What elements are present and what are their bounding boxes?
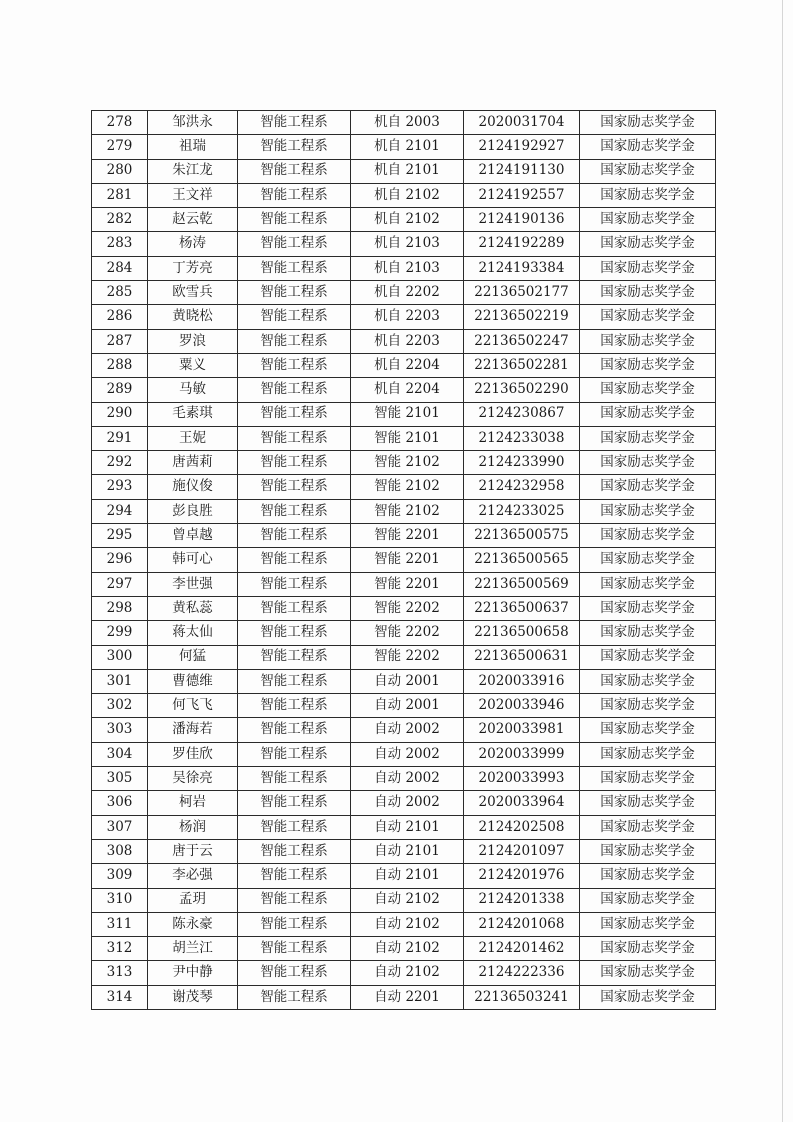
department-cell: 智能工程系 [238,426,351,450]
class-cell: 机自 2103 [351,256,464,280]
table-row [92,353,716,377]
award-cell: 国家励志奖学金 [580,451,716,475]
class-cell: 智能 2202 [351,621,464,645]
student-id-cell: 2124201097 [464,839,580,863]
student-id-cell: 2124193384 [464,256,580,280]
award-cell: 国家励志奖学金 [580,572,716,596]
student-id-cell: 2124232958 [464,475,580,499]
student-name-cell: 粟义 [148,353,238,377]
department-cell: 智能工程系 [238,596,351,620]
student-name-cell: 潘海若 [148,718,238,742]
department-cell: 智能工程系 [238,742,351,766]
student-id-cell: 2020031704 [464,111,580,135]
row-index-cell: 302 [92,694,148,718]
table-row [92,499,716,523]
award-cell: 国家励志奖学金 [580,767,716,791]
department-cell: 智能工程系 [238,159,351,183]
student-id-cell: 22136502219 [464,305,580,329]
row-index-cell: 281 [92,183,148,207]
row-index-cell: 295 [92,524,148,548]
table-row [92,912,716,936]
student-id-cell: 2124201338 [464,888,580,912]
award-cell: 国家励志奖学金 [580,864,716,888]
student-id-cell: 2020033964 [464,791,580,815]
row-index-cell: 278 [92,111,148,135]
class-cell: 智能 2102 [351,499,464,523]
award-cell: 国家励志奖学金 [580,426,716,450]
department-cell: 智能工程系 [238,694,351,718]
student-id-cell: 2020033993 [464,767,580,791]
table-row [92,742,716,766]
student-name-cell: 唐于云 [148,839,238,863]
class-cell: 自动 2101 [351,815,464,839]
row-index-cell: 286 [92,305,148,329]
student-name-cell: 朱江龙 [148,159,238,183]
table-row [92,888,716,912]
table-row [92,985,716,1009]
student-name-cell: 杨润 [148,815,238,839]
award-cell: 国家励志奖学金 [580,159,716,183]
student-id-cell: 22136500565 [464,548,580,572]
student-id-cell: 2124192927 [464,135,580,159]
award-cell: 国家励志奖学金 [580,499,716,523]
student-id-cell: 22136502177 [464,281,580,305]
award-cell: 国家励志奖学金 [580,353,716,377]
department-cell: 智能工程系 [238,767,351,791]
row-index-cell: 306 [92,791,148,815]
department-cell: 智能工程系 [238,912,351,936]
table-row [92,475,716,499]
table-row [92,111,716,135]
award-cell: 国家励志奖学金 [580,937,716,961]
department-cell: 智能工程系 [238,499,351,523]
student-name-cell: 邹洪永 [148,111,238,135]
award-cell: 国家励志奖学金 [580,815,716,839]
department-cell: 智能工程系 [238,353,351,377]
class-cell: 机自 2202 [351,281,464,305]
row-index-cell: 296 [92,548,148,572]
department-cell: 智能工程系 [238,256,351,280]
student-name-cell: 黄私蕊 [148,596,238,620]
table-row [92,183,716,207]
row-index-cell: 313 [92,961,148,985]
award-cell: 国家励志奖学金 [580,596,716,620]
class-cell: 自动 2002 [351,742,464,766]
row-index-cell: 298 [92,596,148,620]
table-row [92,524,716,548]
department-cell: 智能工程系 [238,183,351,207]
row-index-cell: 288 [92,353,148,377]
department-cell: 智能工程系 [238,208,351,232]
class-cell: 自动 2001 [351,669,464,693]
department-cell: 智能工程系 [238,864,351,888]
award-cell: 国家励志奖学金 [580,669,716,693]
class-cell: 机自 2102 [351,208,464,232]
table-row [92,402,716,426]
student-id-cell: 2124201462 [464,937,580,961]
table-row [92,937,716,961]
student-name-cell: 胡兰江 [148,937,238,961]
student-id-cell: 2124201976 [464,864,580,888]
student-id-cell: 2124192289 [464,232,580,256]
table-row [92,815,716,839]
award-cell: 国家励志奖学金 [580,402,716,426]
row-index-cell: 297 [92,572,148,596]
student-name-cell: 李世强 [148,572,238,596]
table-row [92,694,716,718]
row-index-cell: 289 [92,378,148,402]
student-name-cell: 何猛 [148,645,238,669]
student-id-cell: 22136500631 [464,645,580,669]
row-index-cell: 312 [92,937,148,961]
student-name-cell: 赵云乾 [148,208,238,232]
award-cell: 国家励志奖学金 [580,135,716,159]
student-name-cell: 曹德维 [148,669,238,693]
award-cell: 国家励志奖学金 [580,111,716,135]
row-index-cell: 311 [92,912,148,936]
student-name-cell: 曾卓越 [148,524,238,548]
department-cell: 智能工程系 [238,135,351,159]
department-cell: 智能工程系 [238,572,351,596]
department-cell: 智能工程系 [238,232,351,256]
class-cell: 自动 2002 [351,791,464,815]
scholarship-roster-table [91,110,716,1010]
row-index-cell: 314 [92,985,148,1009]
table-row [92,621,716,645]
student-id-cell: 2020033916 [464,669,580,693]
student-name-cell: 吴徐亮 [148,767,238,791]
class-cell: 机自 2204 [351,378,464,402]
row-index-cell: 308 [92,839,148,863]
row-index-cell: 279 [92,135,148,159]
award-cell: 国家励志奖学金 [580,985,716,1009]
student-id-cell: 22136502247 [464,329,580,353]
student-name-cell: 杨涛 [148,232,238,256]
row-index-cell: 293 [92,475,148,499]
student-name-cell: 尹中静 [148,961,238,985]
award-cell: 国家励志奖学金 [580,208,716,232]
department-cell: 智能工程系 [238,378,351,402]
table-row [92,426,716,450]
class-cell: 智能 2201 [351,548,464,572]
row-index-cell: 299 [92,621,148,645]
student-name-cell: 祖瑞 [148,135,238,159]
student-name-cell: 唐茜莉 [148,451,238,475]
student-id-cell: 2124233990 [464,451,580,475]
table-row [92,232,716,256]
award-cell: 国家励志奖学金 [580,888,716,912]
table-row [92,596,716,620]
class-cell: 智能 2202 [351,596,464,620]
student-id-cell: 2124233025 [464,499,580,523]
class-cell: 智能 2201 [351,572,464,596]
student-id-cell: 2124190136 [464,208,580,232]
award-cell: 国家励志奖学金 [580,548,716,572]
award-cell: 国家励志奖学金 [580,694,716,718]
row-index-cell: 290 [92,402,148,426]
table-row [92,135,716,159]
department-cell: 智能工程系 [238,451,351,475]
student-name-cell: 蒋太仙 [148,621,238,645]
row-index-cell: 285 [92,281,148,305]
award-cell: 国家励志奖学金 [580,621,716,645]
award-cell: 国家励志奖学金 [580,329,716,353]
row-index-cell: 287 [92,329,148,353]
department-cell: 智能工程系 [238,402,351,426]
award-cell: 国家励志奖学金 [580,232,716,256]
student-name-cell: 丁芳亮 [148,256,238,280]
student-name-cell: 谢茂琴 [148,985,238,1009]
class-cell: 机自 2103 [351,232,464,256]
student-name-cell: 王文祥 [148,183,238,207]
student-name-cell: 何飞飞 [148,694,238,718]
class-cell: 自动 2102 [351,888,464,912]
department-cell: 智能工程系 [238,937,351,961]
table-row [92,767,716,791]
student-id-cell: 22136500658 [464,621,580,645]
award-cell: 国家励志奖学金 [580,912,716,936]
class-cell: 自动 2101 [351,864,464,888]
row-index-cell: 300 [92,645,148,669]
class-cell: 机自 2003 [351,111,464,135]
student-id-cell: 22136503241 [464,985,580,1009]
student-name-cell: 孟玥 [148,888,238,912]
student-id-cell: 2020033999 [464,742,580,766]
table-row [92,159,716,183]
student-id-cell: 22136500569 [464,572,580,596]
row-index-cell: 284 [92,256,148,280]
class-cell: 自动 2001 [351,694,464,718]
class-cell: 自动 2002 [351,767,464,791]
department-cell: 智能工程系 [238,888,351,912]
student-id-cell: 2124201068 [464,912,580,936]
table-row [92,645,716,669]
department-cell: 智能工程系 [238,329,351,353]
class-cell: 机自 2203 [351,305,464,329]
department-cell: 智能工程系 [238,815,351,839]
table-row [92,548,716,572]
student-id-cell: 22136500575 [464,524,580,548]
student-id-cell: 2124230867 [464,402,580,426]
student-name-cell: 欧雪兵 [148,281,238,305]
class-cell: 机自 2204 [351,353,464,377]
award-cell: 国家励志奖学金 [580,256,716,280]
department-cell: 智能工程系 [238,645,351,669]
table-row [92,572,716,596]
scan-edge-line [782,0,783,1122]
student-id-cell: 2124202508 [464,815,580,839]
department-cell: 智能工程系 [238,669,351,693]
class-cell: 自动 2101 [351,839,464,863]
class-cell: 智能 2201 [351,524,464,548]
class-cell: 机自 2101 [351,135,464,159]
department-cell: 智能工程系 [238,791,351,815]
class-cell: 机自 2203 [351,329,464,353]
award-cell: 国家励志奖学金 [580,742,716,766]
award-cell: 国家励志奖学金 [580,791,716,815]
student-id-cell: 2020033946 [464,694,580,718]
class-cell: 机自 2102 [351,183,464,207]
award-cell: 国家励志奖学金 [580,378,716,402]
row-index-cell: 307 [92,815,148,839]
row-index-cell: 282 [92,208,148,232]
student-name-cell: 彭良胜 [148,499,238,523]
department-cell: 智能工程系 [238,475,351,499]
award-cell: 国家励志奖学金 [580,718,716,742]
student-name-cell: 罗浪 [148,329,238,353]
student-name-cell: 施仪俊 [148,475,238,499]
student-id-cell: 22136500637 [464,596,580,620]
table-row [92,961,716,985]
class-cell: 智能 2102 [351,451,464,475]
row-index-cell: 291 [92,426,148,450]
student-name-cell: 毛素琪 [148,402,238,426]
row-index-cell: 301 [92,669,148,693]
student-name-cell: 韩可心 [148,548,238,572]
student-id-cell: 2124233038 [464,426,580,450]
table-row [92,839,716,863]
table-row [92,305,716,329]
department-cell: 智能工程系 [238,718,351,742]
award-cell: 国家励志奖学金 [580,305,716,329]
class-cell: 智能 2202 [351,645,464,669]
class-cell: 自动 2102 [351,961,464,985]
department-cell: 智能工程系 [238,281,351,305]
table-row [92,256,716,280]
class-cell: 智能 2101 [351,426,464,450]
department-cell: 智能工程系 [238,961,351,985]
student-name-cell: 罗佳欣 [148,742,238,766]
department-cell: 智能工程系 [238,985,351,1009]
row-index-cell: 309 [92,864,148,888]
class-cell: 机自 2101 [351,159,464,183]
class-cell: 智能 2101 [351,402,464,426]
table-row [92,864,716,888]
row-index-cell: 304 [92,742,148,766]
student-id-cell: 2124192557 [464,183,580,207]
row-index-cell: 310 [92,888,148,912]
student-name-cell: 柯岩 [148,791,238,815]
table-row [92,329,716,353]
award-cell: 国家励志奖学金 [580,645,716,669]
row-index-cell: 303 [92,718,148,742]
department-cell: 智能工程系 [238,524,351,548]
department-cell: 智能工程系 [238,111,351,135]
row-index-cell: 305 [92,767,148,791]
student-name-cell: 王妮 [148,426,238,450]
student-id-cell: 2124191130 [464,159,580,183]
class-cell: 自动 2002 [351,718,464,742]
roster-table-body [92,111,716,1010]
table-row [92,281,716,305]
row-index-cell: 294 [92,499,148,523]
table-row [92,451,716,475]
award-cell: 国家励志奖学金 [580,475,716,499]
class-cell: 自动 2102 [351,937,464,961]
student-id-cell: 22136502281 [464,353,580,377]
department-cell: 智能工程系 [238,839,351,863]
award-cell: 国家励志奖学金 [580,524,716,548]
table-row [92,208,716,232]
student-id-cell: 2020033981 [464,718,580,742]
row-index-cell: 280 [92,159,148,183]
award-cell: 国家励志奖学金 [580,281,716,305]
department-cell: 智能工程系 [238,548,351,572]
award-cell: 国家励志奖学金 [580,183,716,207]
student-name-cell: 陈永豪 [148,912,238,936]
class-cell: 自动 2201 [351,985,464,1009]
class-cell: 智能 2102 [351,475,464,499]
row-index-cell: 283 [92,232,148,256]
award-cell: 国家励志奖学金 [580,961,716,985]
student-id-cell: 2124222336 [464,961,580,985]
class-cell: 自动 2102 [351,912,464,936]
student-name-cell: 马敏 [148,378,238,402]
table-row [92,378,716,402]
table-row [92,791,716,815]
table-row [92,718,716,742]
row-index-cell: 292 [92,451,148,475]
student-name-cell: 黄晓松 [148,305,238,329]
student-name-cell: 李必强 [148,864,238,888]
department-cell: 智能工程系 [238,621,351,645]
table-row [92,669,716,693]
department-cell: 智能工程系 [238,305,351,329]
student-id-cell: 22136502290 [464,378,580,402]
award-cell: 国家励志奖学金 [580,839,716,863]
